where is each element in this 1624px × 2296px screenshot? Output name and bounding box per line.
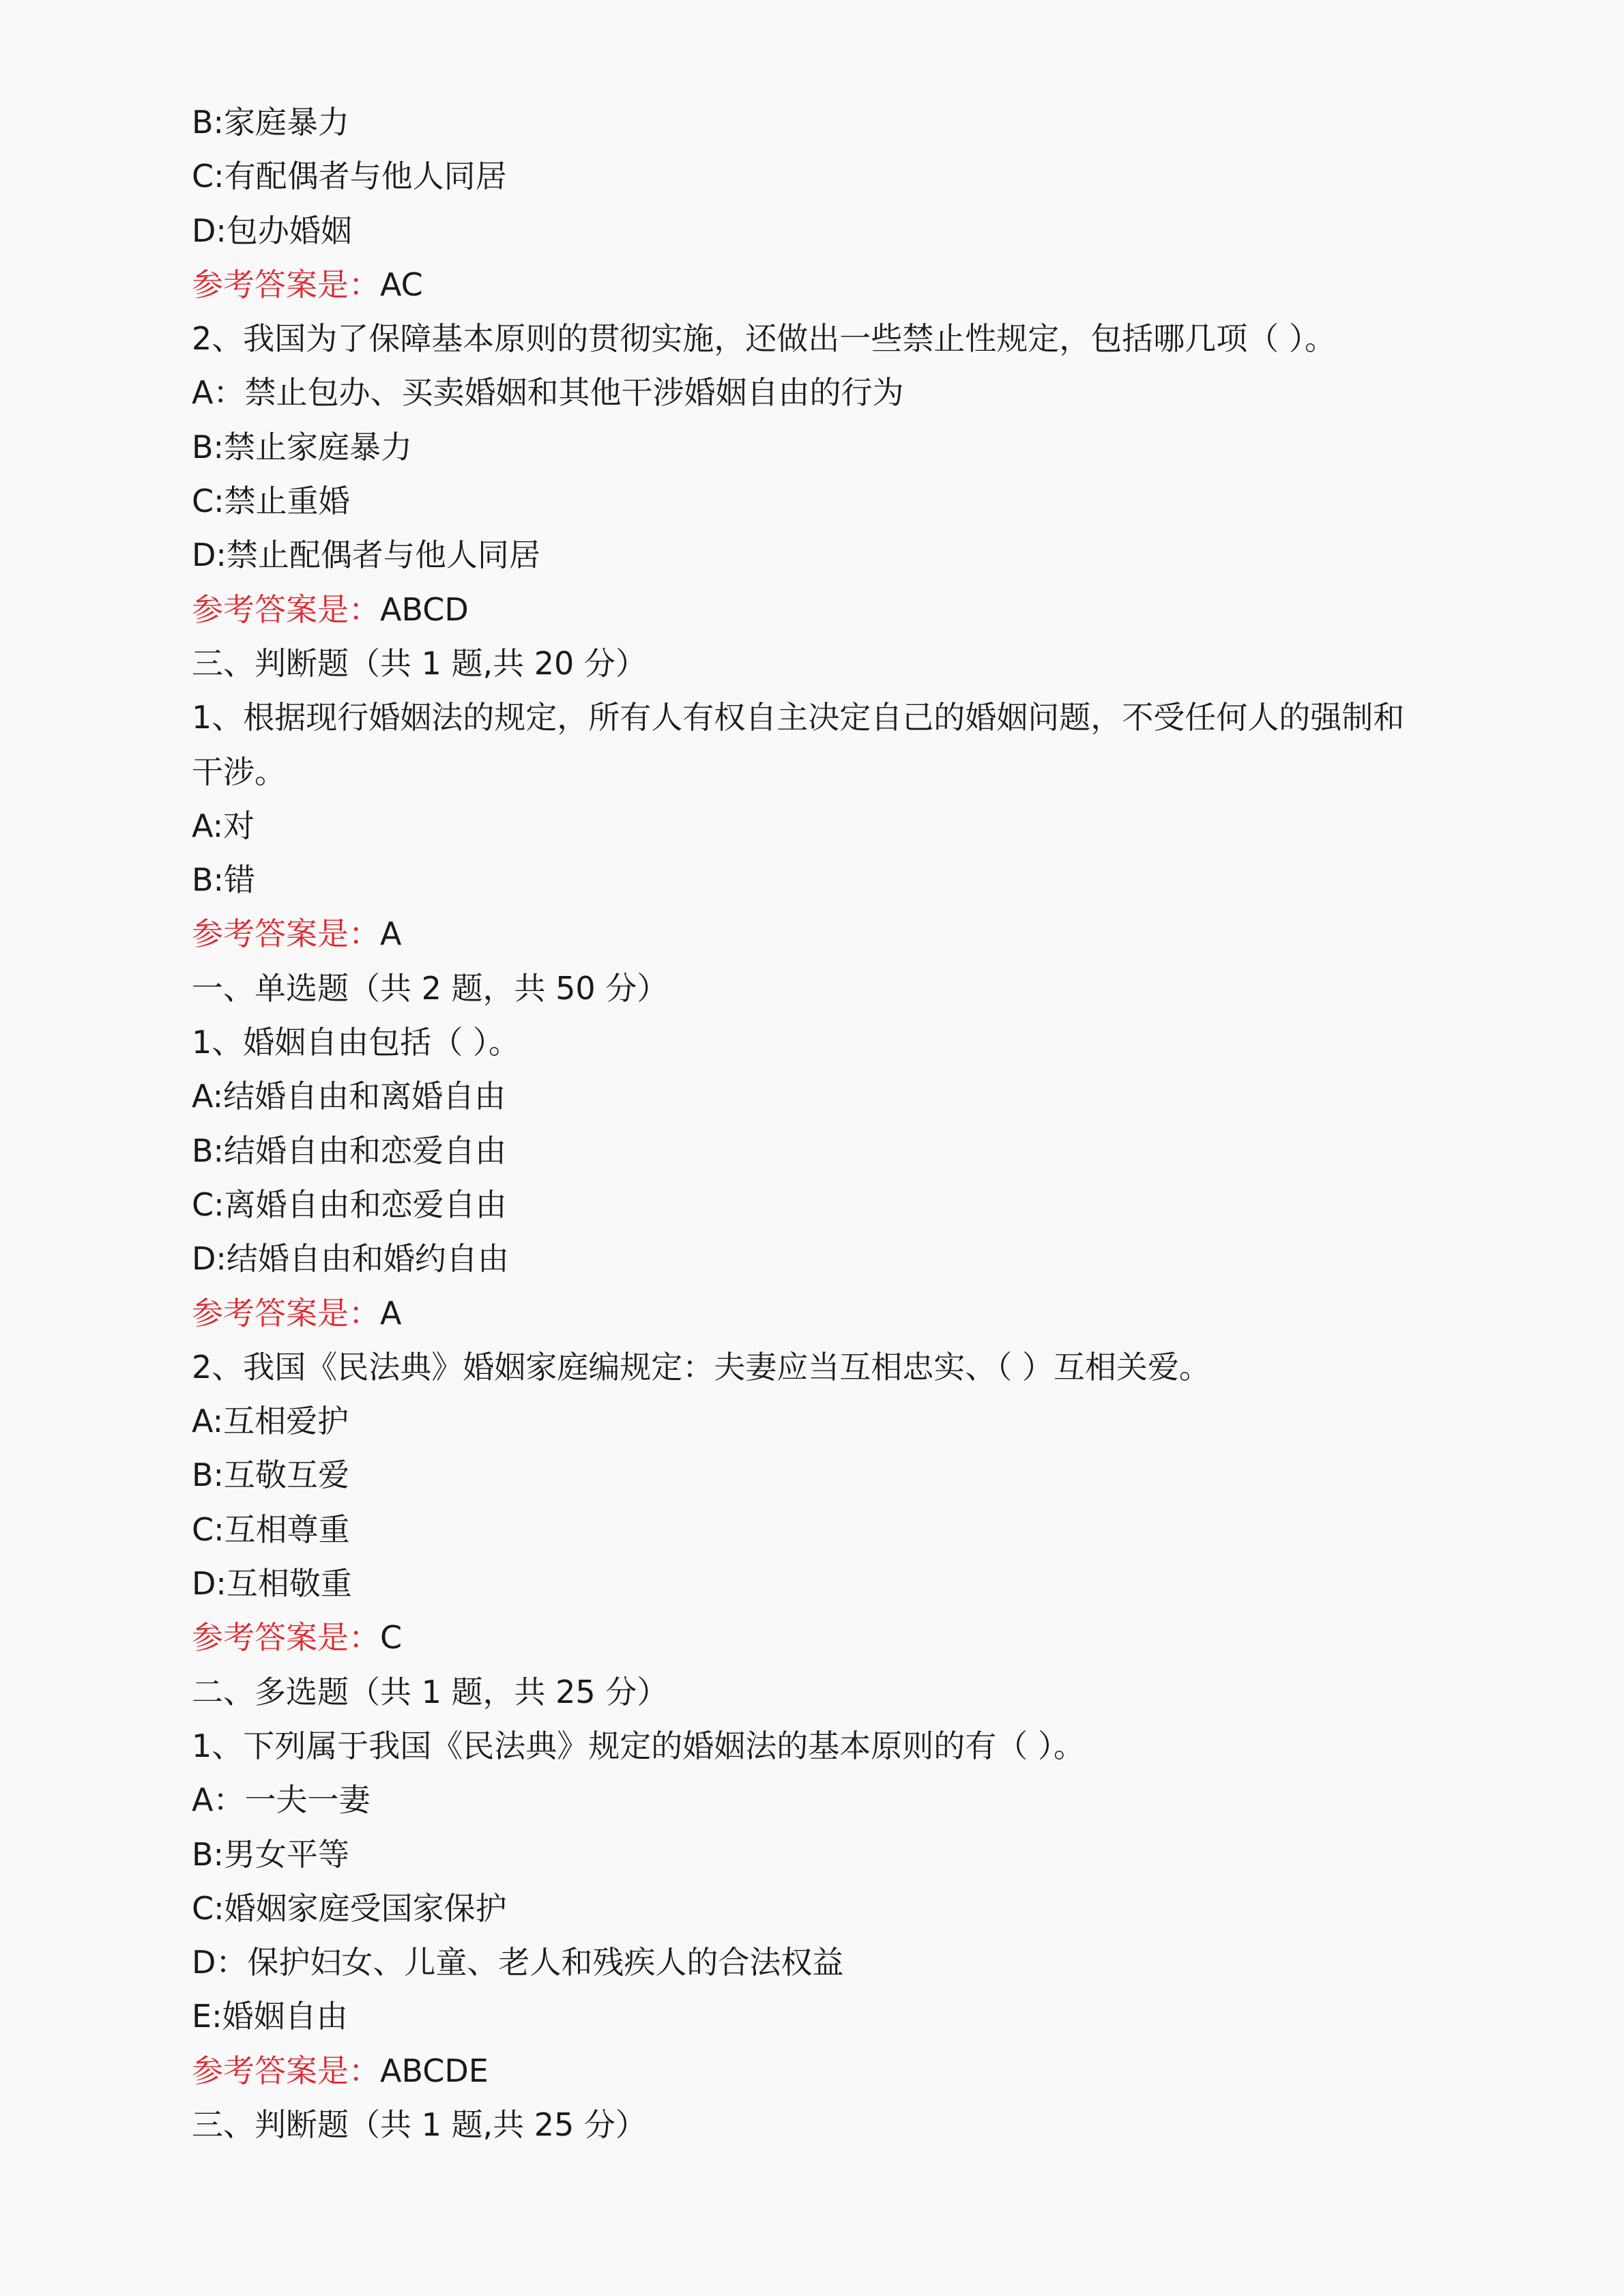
option-line: B:家庭暴力 (192, 104, 350, 141)
option-line: C:互相尊重 (192, 1510, 350, 1548)
section-heading: 三、判断题（共 1 题,共 20 分） (192, 644, 647, 682)
answer-line (192, 1611, 1447, 1665)
question-line: 1、婚姻自由包括（ ）。 (192, 1024, 520, 1061)
answer-line (192, 583, 1447, 637)
answer-label: 参考答案是： (192, 1619, 380, 1656)
answer-line (192, 258, 1447, 312)
option-line: D:结婚自由和婚约自由 (192, 1240, 509, 1278)
option-line: D：保护妇女、儿童、老人和残疾人的合法权益 (192, 1944, 844, 1981)
question-line: 干涉。 (192, 753, 286, 790)
question-line: 2、我国为了保障基本原则的贯彻实施，还做出一些禁止性规定，包括哪几项（ ）。 (192, 320, 1336, 358)
section-heading: 三、判断题（共 1 题,共 25 分） (192, 2106, 647, 2143)
document-content (192, 96, 1447, 2152)
answer-label: 参考答案是： (192, 266, 380, 303)
question-line: 1、根据现行婚姻法的规定，所有人有权自主决定自己的婚姻问题，不受任何人的强制和 (192, 699, 1405, 736)
option-line: B:错 (192, 861, 256, 899)
option-line: A：禁止包办、买卖婚姻和其他干涉婚姻自由的行为 (192, 374, 904, 412)
answer-value: ABCDE (380, 2052, 489, 2089)
answer-value: C (380, 1619, 403, 1656)
question-line: 2、我国《民法典》婚姻家庭编规定：夫妻应当互相忠实、（ ）互相关爱。 (192, 1348, 1210, 1386)
option-line: B:禁止家庭暴力 (192, 428, 413, 465)
answer-line (192, 907, 1447, 961)
option-line: A:互相爱护 (192, 1403, 349, 1440)
option-line: D:包办婚姻 (192, 212, 352, 249)
answer-value: AC (380, 266, 423, 303)
option-line: B:男女平等 (192, 1835, 350, 1873)
answer-value: ABCD (380, 590, 469, 628)
option-line: B:结婚自由和恋爱自由 (192, 1132, 507, 1169)
answer-value: A (380, 915, 402, 953)
option-line: C:婚姻家庭受国家保护 (192, 1889, 507, 1927)
option-line: A:结婚自由和离婚自由 (192, 1078, 506, 1115)
option-line: C:禁止重婚 (192, 483, 350, 520)
answer-line (192, 1287, 1447, 1340)
answer-label: 参考答案是： (192, 2052, 380, 2089)
option-line: A:对 (192, 807, 255, 844)
section-heading: 一、单选题（共 2 题，共 50 分） (192, 969, 669, 1007)
option-line: B:互敬互爱 (192, 1456, 350, 1494)
option-line: D:互相敬重 (192, 1565, 352, 1603)
option-line: C:有配偶者与他人同居 (192, 158, 507, 195)
option-line: D:禁止配偶者与他人同居 (192, 536, 540, 574)
option-line: E:婚姻自由 (192, 1998, 348, 2035)
option-line: A：一夫一妻 (192, 1781, 371, 1819)
answer-label: 参考答案是： (192, 1294, 380, 1332)
answer-line (192, 2044, 1447, 2098)
section-heading: 二、多选题（共 1 题，共 25 分） (192, 1673, 669, 1710)
answer-label: 参考答案是： (192, 915, 380, 953)
question-line: 1、下列属于我国《民法典》规定的婚姻法的基本原则的有（ ）。 (192, 1727, 1085, 1764)
option-line: C:离婚自由和恋爱自由 (192, 1186, 507, 1223)
answer-label: 参考答案是： (192, 590, 380, 628)
answer-value: A (380, 1294, 402, 1332)
